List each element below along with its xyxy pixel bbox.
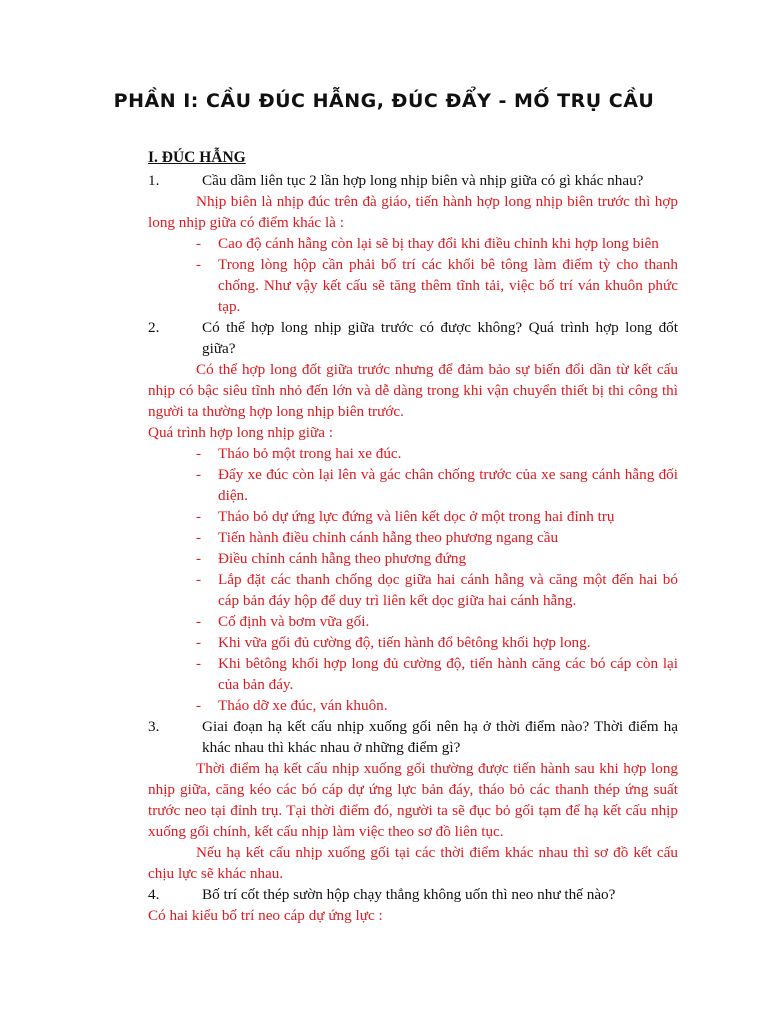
answer-paragraph: Có thể hợp long đốt giữa trước nhưng để đảm bảo sự biến đổi dần từ kết cấu nhịp có bậc siêu tĩnh nhỏ đến lớn và dễ dàng trong khi vận chuyển thiết bị thi công thì người ta thường hợp long nhịp biên trước. <box>148 361 678 420</box>
list-item: - Tháo bỏ dự ứng lực đứng và liên kết dọc ở một trong hai đỉnh trụ <box>196 508 615 525</box>
list-item: - Tháo bỏ một trong hai xe đúc. <box>196 445 402 462</box>
question-4 <box>148 884 678 905</box>
question-text: Giai đoạn hạ kết cấu nhịp xuống gối nên hạ ở thời điểm nào? Thời điểm hạ khác nhau thì khác nhau ở những điểm gì? <box>202 718 678 756</box>
question-text: Có thể hợp long nhịp giữa trước có được không? Quá trình hợp long đốt giữa? <box>202 319 678 357</box>
question-number: 3. <box>148 718 160 735</box>
section-heading: I. ĐÚC HẪNG <box>148 149 246 166</box>
question-1 <box>148 170 678 191</box>
question-text: Bố trí cốt thép sườn hộp chạy thẳng không uốn thì neo như thế nào? <box>202 886 616 903</box>
list-item: - Trong lòng hộp cần phải bố trí các khối bê tông làm điểm tỳ cho thanh chống. Như vậy kết cấu sẽ tăng thêm tĩnh tải, việc bố trí ván khuôn phức tạp. <box>196 256 678 315</box>
list-item: - Khi bêtông khối hợp long đủ cường độ, tiến hành căng các bó cáp còn lại của bản đáy. <box>196 655 678 693</box>
list-item: - Khi vữa gối đủ cường độ, tiến hành đổ bêtông khối hợp long. <box>196 634 591 651</box>
list-item: - Đẩy xe đúc còn lại lên và gác chân chống trước của xe sang cánh hẫng đối diện. <box>196 466 678 504</box>
process-heading: Quá trình hợp long nhịp giữa : <box>148 424 333 441</box>
list-item: - Tiến hành điều chỉnh cánh hẫng theo phương ngang cầu <box>196 529 559 546</box>
list-item: - Cố định và bơm vữa gối. <box>196 613 370 630</box>
question-3 <box>148 716 678 758</box>
page-title: PHẦN I: CẦU ĐÚC HẪNG, ĐÚC ĐẨY - MỐ TRỤ CẦU <box>113 90 655 112</box>
list-item: - Lắp đặt các thanh chống dọc giữa hai cánh hẫng và căng một đến hai bó cáp bản đáy hộp để duy trì liên kết dọc giữa hai cánh hẫng. <box>196 571 678 609</box>
list-item: - Điều chỉnh cánh hẫng theo phương đứng <box>196 550 467 567</box>
question-text: Cầu dầm liên tục 2 lần hợp long nhịp biên và nhịp giữa có gì khác nhau? <box>202 172 644 189</box>
document-body <box>148 170 678 926</box>
answer-paragraph: Nhịp biên là nhịp đúc trên đà giáo, tiến hành hợp long nhịp biên trước thì hợp long nhịp giữa có điểm khác là : <box>148 193 678 231</box>
question-number: 4. <box>148 886 160 903</box>
question-number: 2. <box>148 319 160 336</box>
question-number: 1. <box>148 172 160 189</box>
list-item: - Cao độ cánh hẫng còn lại sẽ bị thay đổi khi điều chỉnh khi hợp long biên <box>196 235 659 252</box>
answer-paragraph: Thời điểm hạ kết cấu nhịp xuống gối thường được tiến hành sau khi hợp long nhịp giữa, căng kéo các bó cáp dự ứng lực bản đáy, tháo bỏ các thanh thép ứng suất trước neo tại đỉnh trụ. Tại thời điểm đó, người ta sẽ đục bỏ gối tạm để hạ kết cấu nhịp xuống gối chính, kết cấu nhịp làm việc theo sơ đồ liên tục. <box>148 760 678 840</box>
answer-paragraph: Có hai kiểu bố trí neo cáp dự ứng lực : <box>148 907 383 924</box>
question-2 <box>148 317 678 359</box>
list-item: - Tháo dỡ xe đúc, ván khuôn. <box>196 697 388 714</box>
answer-paragraph: Nếu hạ kết cấu nhịp xuống gối tại các thời điểm khác nhau thì sơ đồ kết cấu chịu lực sẽ khác nhau. <box>148 844 678 882</box>
